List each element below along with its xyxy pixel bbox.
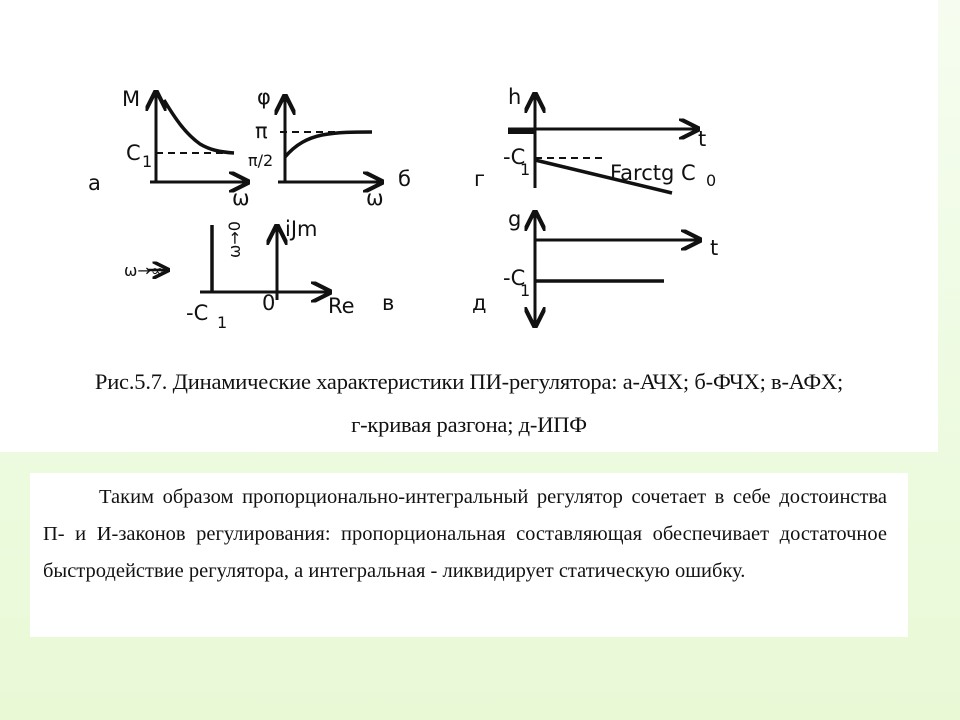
panel-a-level-subscript: 1 — [142, 152, 153, 171]
panel-v-point-subscript: 1 — [217, 313, 228, 332]
panel-d-impulse-response — [472, 207, 718, 326]
panel-b-letter: б — [398, 167, 411, 191]
panel-a-achx — [88, 87, 250, 210]
panel-a-level-label: C — [126, 141, 141, 165]
panel-b-tick-pi-half: π/2 — [248, 151, 274, 170]
panel-g-slope-label: Farctg C — [610, 161, 696, 185]
panel-a-y-label: M — [122, 87, 141, 111]
panel-b-y-label: φ — [257, 85, 271, 109]
panel-v-omega-zero-label: ω→0 — [225, 221, 244, 258]
panel-g-y-label: h — [508, 85, 522, 109]
panel-g-x-label: t — [698, 127, 707, 151]
figure-diagram — [0, 0, 938, 360]
panel-v-x-label: Re — [328, 294, 355, 318]
panel-g-start-label: -C — [503, 145, 526, 169]
panel-a-curve — [164, 100, 234, 153]
panel-v-afx — [124, 217, 394, 332]
panel-a-x-label: ω — [232, 186, 250, 210]
body-paragraph: Таким образом пропорционально-интегральный регулятор сочетает в себе достоинства П- и И-законов регулирования: пропорциональная составляющая обеспечивает достаточное быстродействие регулятора, а интегральная - ликвидирует статическую ошибку. — [43, 486, 887, 582]
panel-a-letter: а — [88, 171, 101, 195]
text-panel — [30, 473, 908, 637]
panel-v-y-label: iJm — [285, 217, 318, 241]
panel-b-tick-pi: π — [255, 119, 268, 143]
figure-caption-line-1: Рис.5.7. Динамические характеристики ПИ-регулятора: а-АЧХ; б-ФЧХ; в-АФХ; — [94, 369, 844, 394]
panel-b-fchx — [248, 85, 411, 210]
panel-v-letter: в — [382, 291, 395, 315]
panel-d-letter: д — [472, 291, 487, 315]
panel-v-origin-label: 0 — [262, 291, 276, 315]
panel-d-level-label: -C — [503, 266, 526, 290]
figure-caption-line-2: г-кривая разгона; д-ИПФ — [351, 412, 587, 437]
panel-b-curve — [285, 132, 372, 157]
panel-b-x-label: ω — [366, 186, 384, 210]
panel-d-x-label: t — [710, 236, 719, 260]
panel-g-step-response — [474, 85, 716, 193]
panel-v-omega-inf-label: ω→∞ — [124, 261, 165, 280]
panel-v-point-label: -C — [186, 301, 209, 325]
panel-d-y-label: g — [508, 207, 522, 231]
panel-d-level-subscript: 1 — [520, 281, 531, 300]
panel-g-slope-subscript: 0 — [706, 171, 717, 190]
panel-g-start-subscript: 1 — [520, 160, 531, 179]
panel-g-letter: г — [474, 167, 486, 191]
